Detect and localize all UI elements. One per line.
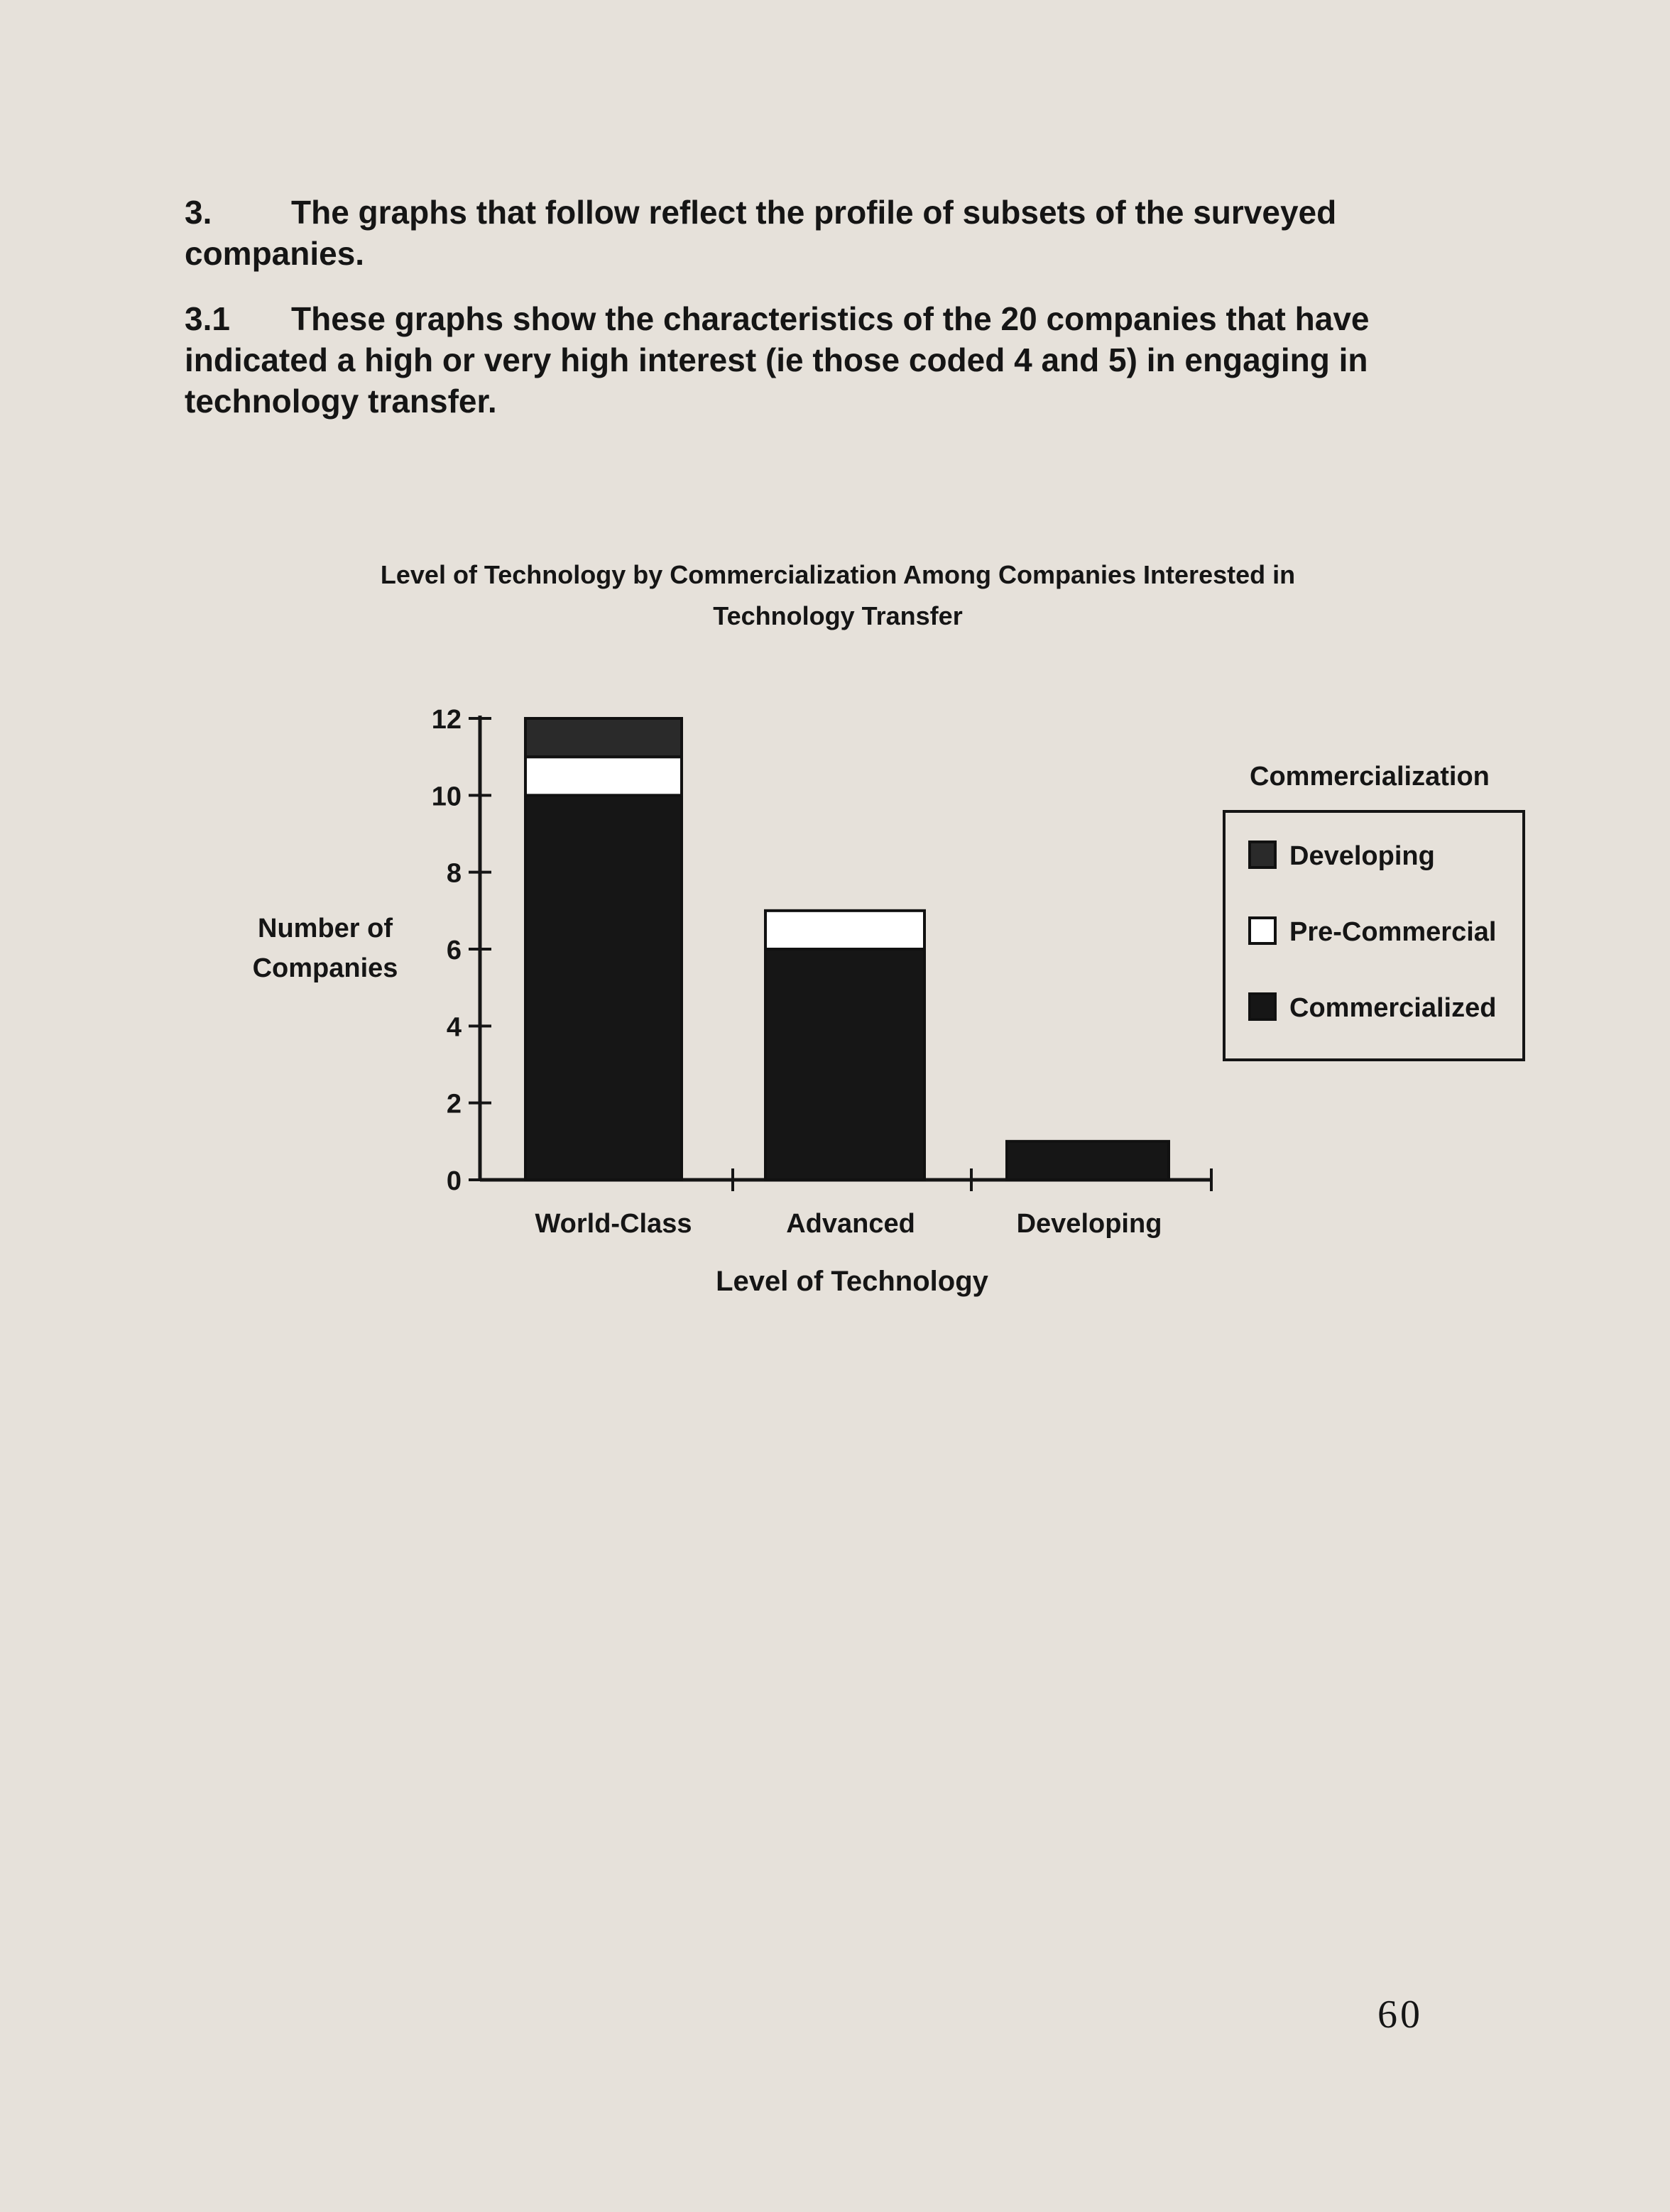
- bar-segment: [525, 757, 682, 795]
- x-tick-label: Developing: [1016, 1209, 1162, 1239]
- paragraph-number: 3.: [185, 194, 212, 231]
- page-number: 60: [1377, 1993, 1423, 2037]
- chart-title: Technology Transfer: [713, 601, 963, 630]
- y-axis-label: Number of: [258, 914, 393, 943]
- legend-swatch: [1250, 842, 1275, 867]
- y-tick-label: 0: [446, 1166, 462, 1196]
- y-tick-label: 10: [431, 782, 462, 812]
- bar-segment: [765, 949, 924, 1180]
- legend-label: Pre-Commercial: [1289, 917, 1497, 947]
- legend-swatch: [1250, 918, 1275, 943]
- bar-segment: [525, 795, 682, 1180]
- legend-swatch: [1250, 994, 1275, 1019]
- y-axis-label: Companies: [252, 953, 398, 983]
- paragraph-number: 3.1: [185, 300, 230, 337]
- x-tick-label: Advanced: [786, 1209, 915, 1239]
- y-tick-label: 4: [446, 1012, 462, 1043]
- paragraph-text: These graphs show the characteristics of the 20 companies that have indicated a high or very high interest (ie those coded 4 and 5) in engaging in technology transfer.: [185, 300, 1370, 420]
- legend-label: Developing: [1289, 841, 1435, 871]
- bar-segment: [525, 718, 682, 757]
- x-tick-label: World-Class: [535, 1209, 692, 1239]
- x-axis-label: Level of Technology: [716, 1266, 988, 1297]
- bar-segment: [1007, 1141, 1169, 1180]
- paragraph-text: The graphs that follow reflect the profile of subsets of the surveyed companies.: [185, 194, 1337, 272]
- bar-segment: [765, 911, 924, 949]
- legend-label: Commercialized: [1289, 993, 1497, 1023]
- legend-title: Commercialization: [1250, 762, 1490, 792]
- y-tick-label: 12: [431, 705, 462, 735]
- y-tick-label: 2: [446, 1089, 462, 1119]
- y-tick-label: 6: [446, 936, 462, 965]
- y-tick-label: 8: [446, 858, 462, 889]
- chart-title: Level of Technology by Commercialization Among Companies Interested in: [380, 560, 1296, 589]
